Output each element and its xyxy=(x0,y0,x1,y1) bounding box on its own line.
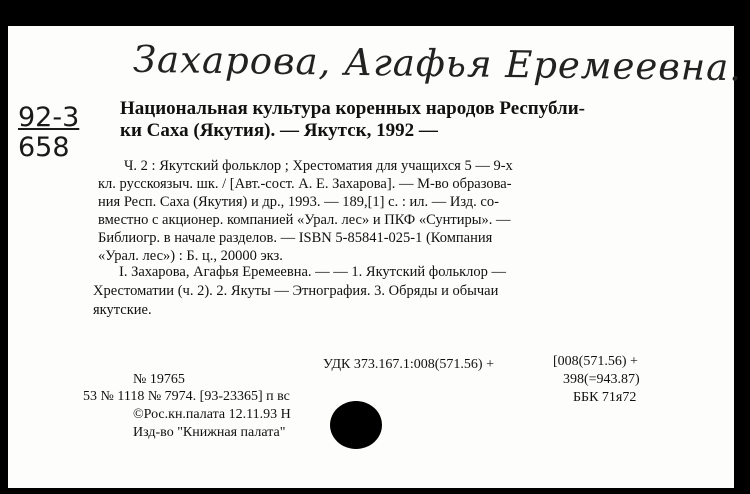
card-title xyxy=(120,98,725,142)
udk-code: УДК 373.167.1:008(571.56) + xyxy=(323,357,494,372)
description-line: «Урал. лес») : Б. ц., 20000 экз. xyxy=(98,248,283,264)
description-line: кл. русскоязыч. шк. / [Авт.-сост. А. Е. Захарова]. — М-во образова- xyxy=(98,176,512,192)
ink-blot xyxy=(330,401,382,449)
tracing-line: I. Захарова, Агафья Еремеевна. — — 1. Якутский фольклор — xyxy=(119,264,507,280)
tracing-line: якутские. xyxy=(93,302,152,318)
description-line: ния Респ. Саха (Якутия) и др., 1993. — 189,[1] с. : ил. — Изд. со- xyxy=(98,194,499,210)
subject-tracings xyxy=(93,263,723,320)
registration-line: 53 № 1118 № 7974. [93-23365] п вс xyxy=(83,389,290,404)
call-number-bottom: 658 xyxy=(18,132,70,163)
description-line: Библиогр. в начале разделов. — ISBN 5-85841-025-1 (Компания xyxy=(98,230,493,246)
call-number-top: 92-3 xyxy=(18,102,80,133)
bbk-code: ББК 71я72 xyxy=(573,390,637,405)
title-line: ки Саха (Якутия). — Якутск, 1992 — xyxy=(120,120,438,141)
udk-bracket-code: [008(571.56) + xyxy=(553,354,638,369)
description-line: Ч. 2 : Якутский фольклор ; Хрестоматия для учащихся 5 — 9-х xyxy=(124,158,513,174)
bibliographic-description xyxy=(98,157,718,265)
record-number: № 19765 xyxy=(133,372,185,387)
udk-ethnic-code: 398(=943.87) xyxy=(563,372,640,387)
catalog-card xyxy=(8,26,743,488)
copyright-line: ©Рос.кн.палата 12.11.93 Н xyxy=(133,407,291,422)
title-line: Национальная культура коренных народов Республи- xyxy=(120,98,585,119)
handwritten-author-name: Захарова, Агафья Еремеевна. xyxy=(132,37,743,90)
description-line: вместно с акционер. компанией «Урал. лес» и ПКФ «Сунтиры». — xyxy=(98,212,511,228)
publisher-line: Изд-во "Книжная палата" xyxy=(133,425,286,440)
tracing-line: Хрестоматии (ч. 2). 2. Якуты — Этнография. 3. Обряды и обычаи xyxy=(93,283,499,299)
